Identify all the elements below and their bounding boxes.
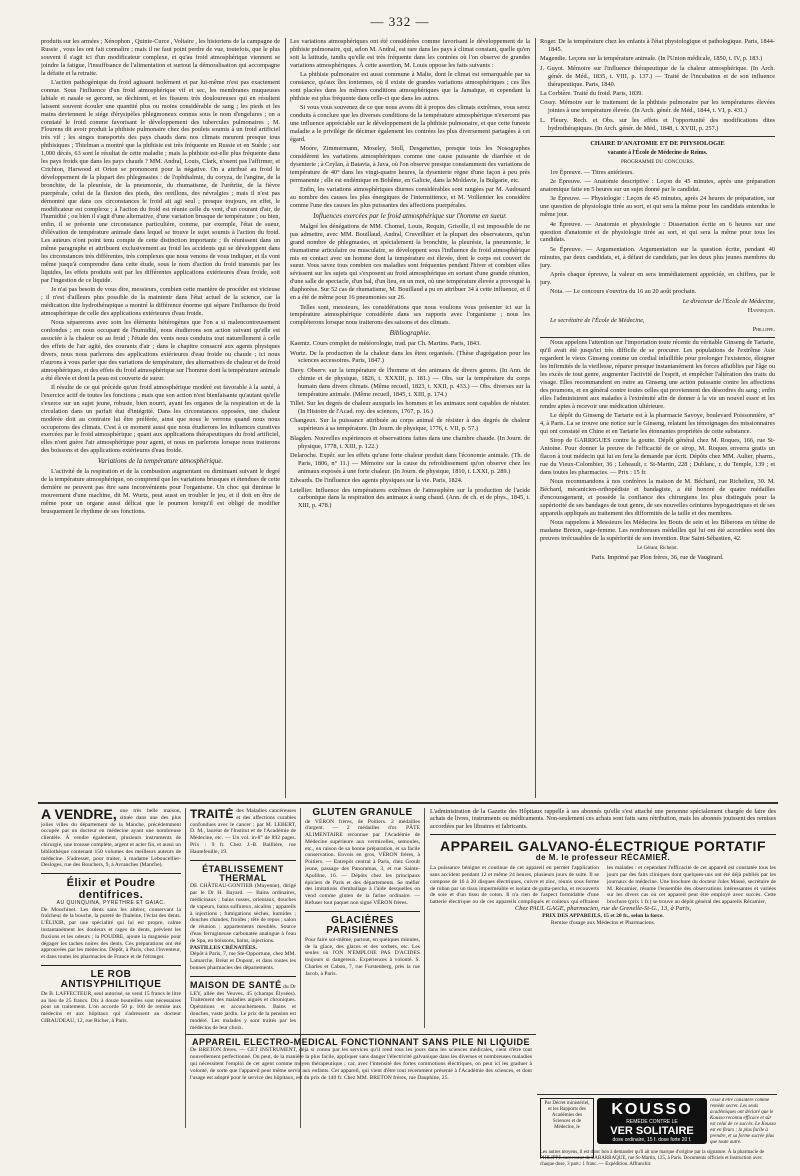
concours-notice <box>540 136 775 337</box>
bibliography-entry: J. Guyot. Mémoire sur l'influence thérapeutique de la chaleur atmosphérique. (In Arch. génér. de Méd., 1835, t. VIII, p. 137.) — Traité de l'incubation et de son influence thérapeutique. Paris, 1840. <box>540 64 775 88</box>
concours-item: 3e Épreuve. — Physiologie : Leçon de 45 minutes, après 24 heures de préparation, sur une question de physiologie tirée au sort, et qui sera la même pour les candidats entendus le même jour. <box>540 195 775 219</box>
ad-title: LE ROB ANTISYPHILITIQUE <box>60 968 162 991</box>
concours-item: 4e Épreuve. — Anatomie et physiologie : Dissertation écrite en 6 heures sur une question d'anatomie et de physiologie tirée au sort, et qui sera la même pour tous les candidats. <box>540 220 775 244</box>
ad-text: A VENDRE, une très belle maison, située dans une des plus jolies villes du département de la Manche, précédemment occupée par un docteur en médecine ayant une nombreuse clientèle. À vendre également, plusieurs instruments de chirurgie, une trousse complète, argent et acier fin, et aussi un bibliothèque contenant 150 volumes des meilleurs auteurs de médecine. S'adresser, pour traiter, à madame Leboucellier-Desloges, rue des Bouchers, 9, à Avranches (Manche). <box>41 808 181 869</box>
bibliography-entry: La Corbière. Traité du froid. Paris, 1839. <box>540 89 643 97</box>
bibliography-entry: Magendie. Leçons sur la température animale. (In l'Union médicale, 1850, t. IV, p. 183.) <box>540 55 763 63</box>
bibliography-entry: Davy. Observ. sur la température de l'homme et des animaux de divers genres. (In Ann. de chimie et de physique, 1826, t. XXXIII, p. 181.) — Obs. sur la température du corps humain dans divers climats. (Même recueil, 1823, t. XXII, p. 433.) — Obs. diverses sur la température animale. (Même recueil, 1845, t. XIII, p. 174.) <box>290 366 530 398</box>
kousso-headline: VER SOLITAIRE <box>610 1125 694 1137</box>
signature-title: Le directeur de l'École de Médecine, <box>682 297 775 305</box>
ad-title: GLUTEN GRANULÉ <box>312 808 413 818</box>
bibliography-entry: Changeux. Sur la puissance attribuée au corps animal de résister à des degrés de chaleur supérieurs à sa température. (In Journ. de physique, 1776, t. VII, p. 57.) <box>290 417 530 433</box>
ad-headline: A VENDRE, <box>41 808 117 822</box>
bibliography-entry: Letellier. Influence des températures extrêmes de l'atmosphère sur la production de l'acide carbonique dans la respiration des animaux à sang chaud. (Ann. de ch. et de phys., 1845, t. XIII, p. 478.) <box>290 486 530 510</box>
ad-text: DE CHÂTEAU-GONTIER (Mayenne), dirigé par le Dr H. Bayard. — Bains ordinaires, médicinaux ; bains russes, orientaux, douches de vapeurs, bains sulfureux, alcalins ; appareils à injections ; fumigations sèches, humides ; douches chaudes, froides ; tête de repos ; salon de réunion ; appartements meublés. Source d'eau ferrugineuse carbonatée analogue à l'eau de Spa, en boissons, bains, injections. <box>190 883 296 944</box>
ad-text: MAISON DE SANTÉ du Dr LEY, allée des Veuves, 45 (champs Élysées). Traitement des maladies aiguës et chroniques. Opérations et accouchements. Bains et douches, vaste jardin. Le prix de la pension est modéré. Les malades y sont traités par les médecins de leur choix. <box>190 979 296 1031</box>
ad-text: L'administration de la Gazette des Hôpitaux rappelle à ses abonnés qu'elle s'est attaché une personne spécialement chargée de faire des achats de livres, instruments ou médicaments. Non-seulement ces achats sont faits sans rétribution, mais les abonnés jouissent des remises accordées par les libraires et fabricants. <box>430 808 776 830</box>
ad-title: PASTILLES CRÉNATÉES. <box>190 944 257 951</box>
kousso-bottom-text: Les autres moyens, il est donc bon à demander qu'il ait une marque d'origine par la signature. À la pharmacie de PHILIPPE successeur de LABARRAQUE, rue St-Martin, 125, à Paris. Documents officiels et Instruction avec chaque dose, 3 part.: 1 franc. — Expédition. Affranchir. <box>540 1150 765 1167</box>
signature-name: Hannequin. <box>747 307 775 315</box>
ad-headline: TRAITÉ <box>190 808 234 821</box>
decret-box: Par Décret ministériel, et les Rapports des Académies des Sciences et de Médecine, le <box>540 1098 594 1158</box>
concours-item: Nota. — Le concours s'ouvrira du 16 au 20 août prochain. <box>550 288 697 296</box>
section-subhead: Influences exercées par le froid atmosphérique sur l'homme en sueur. <box>313 212 507 221</box>
ad-column-1 <box>41 808 181 1168</box>
ad-text: Dépôt à Paris, 7, rue Ste-Opportune, chez MM. Lamarche, Bréat et Dupont, et dans toutes les bonnes pharmacies des départements. <box>190 951 296 972</box>
ad-rule <box>424 808 425 1028</box>
ad-text: De Mouchinet. Les dents sans les altérer, conservant la fraîcheur de la bouche, la pureté de l'haleine, l'éclat des dents. L'ÉLIXIR, par une spécialité qui lui est propre, calme instantanément les douleurs et rages de dents, prévient les fluxions et les odeurs ; la POUDRE, ajoute la magnésie pour dégager les taches noires des dents. Ces préparations ont été approuvées par les médecins. Dépôt, à Paris, chez l'inventeur, et dans toutes les pharmacies de France et de l'étranger. <box>41 906 181 961</box>
ad-title: MAISON DE SANTÉ <box>190 979 282 990</box>
bibliography-entry: Blagden. Nouvelles expériences et observations faites dans une chambre chaude. (In Journ. de physique, 1778, t. XIII, p. 122.) <box>290 434 530 450</box>
paragraph: Malgré les dénégations de MM. Chomel, Louis, Requin, Grisolle, il est impossible de ne pas admettre, avec MM. Bouillaud, Andral, Cruveilhier et la plupart des observateurs, qu'un grand nombre de phlegmasies, et spécialement la bronchite, la pleurésie, la pneumonie, le rhumatisme articulaire ou musculaire, se développent sous l'influence du froid atmosphérique mis en contact avec un homme dont la température est élevée, dont le corps est couvert de sueur. Vous savez tous combien ces maladies sont fréquentes pendant l'hiver et combien elles sévissent sur les sujets qui s'exposent au froid atmosphérique en sortant d'une grande réunion, d'une salle de spectacle, d'un bal, d'un lieu, en un mot, où une température élevée a provoqué la diaphorèse. Sur 52 cas de rhumatisme, M. Bouillaud a pu en attribuer 34 à cette influence, et il en a été de même pour 16 pneumonies sur 26. <box>290 222 530 302</box>
ad-depot: Chez PAUL GAGE, pharmacien, rue de Grenelle-St-G., 13, à Paris, <box>514 905 692 913</box>
kousso-title: KOUSSO <box>611 1101 693 1118</box>
bibliography-entry: Wurtz. De la production de la chaleur dans les êtres organisés. (Thèse d'agrégation pour les sciences accessoires. Paris, 1847.) <box>290 349 530 365</box>
article-column-1 <box>41 38 280 794</box>
paragraph: Moore, Zimmermann, Moseley, Stoll, Desgenettes, presque tous les Nosographes considèrent les variations atmosphériques comme une cause puissante de diarrhée et de dysenterie ; à Ceylan, à Batavia, à Java, où l'on observe presque constamment des variations de température de 40° dans les vingt-quatre heures, la dysenterie règne d'une façon à peu près permanente ; elle est endémique en Bohême, en Galicie, dans la Moldavie, la Bulgarie, etc. <box>290 145 530 184</box>
section-subhead: Variations de la température atmosphérique. <box>97 457 224 466</box>
signature-name: Phillippe. <box>540 326 775 338</box>
paragraph: produits sur les armées ; Xénophon , Quinte-Curce , Voltaire , les historiens de la campagne de Russie , vous les ont fait connaître ; mais il ne faut point perdre de vue, toutefois, que le plus souvent il s'agit ici d'un modificateur complexe, et qu'au froid atmosphérique viennent se joindre la fatigue, l'insuffisance de l'alimentation et surtout la démoralisation qui accompagne la défaite et la retraite. <box>41 38 280 77</box>
ads-separator <box>38 802 778 804</box>
ads-separator <box>537 1094 777 1095</box>
column-rule <box>535 38 536 798</box>
ad-separator <box>190 860 296 861</box>
bibliography-entry: Kaemtz. Cours complet de météorologie, trad. par Ch. Martins. Paris, 1843. <box>290 340 481 348</box>
concours-program: PROGRAMME DU CONCOURS. <box>620 159 695 166</box>
signature-title: Le secrétaire de l'École de Médecine, <box>550 316 645 324</box>
ad-separator <box>430 834 776 835</box>
kousso-side-text: cesse d'être considéré comme remède secret. Les seuls académiques ont déclaré que le Kousso reconnu efficace et sûr est celui de ce succès. Le Kousso est en fleurs ; la plus facile à prendre, et sa forme sucrée plus que toute autre. <box>710 1098 776 1144</box>
bibliography-entry: L. Fleury. Rech. et Obs. sur les effets et l'opportunité des modifications dites hydrothérapiques. (In Arch. génér. de Méd., 1848, t. XVIII, p. 257.) <box>540 116 775 132</box>
paragraph: Telles sont, messieurs, les considérations que nous voulions vous présenter ici sur la température atmosphérique considérée dans ses rapports avec l'organisme ; nous les compléterons lorsque nous traiterons des saisons et des climats. <box>290 303 530 327</box>
ad-block-5 <box>190 1038 532 1130</box>
bibliography-entry: Cossy. Mémoire sur le traitement de la phthisie pulmonaire par les températures élevées jointes à une température élevée. (In Arch. génér. de Méd., 1844, t. VI, p. 431.) <box>540 99 775 115</box>
ad-text: De B. LAFFECTEUR, seul autorisé, se vend 15 francs le litre au lieu de 25 francs. Dix à douze bouteilles sont nécessaires pour un traitement. L'on accorde 50 p. 100 de remise aux médecins et aux hôpitaux qui s'adressent au docteur GIRAUDEAU, 12, rue Richer, à Paris. <box>41 990 181 1025</box>
ad-title: ÉTABLISSEMENT THERMAL <box>202 863 284 884</box>
notice-paragraph: Nous appelons l'attention sur l'importation toute récente du véritable Ginseng de Tartarie, qu'il avait été jusqu'ici très difficile de se procurer. Les populations de l'extrême Asie regardent le vieux Ginseng comme un cordial infaillible pour prolonger l'existence, éloigner les infirmités de la vieillesse, réparer presque instantanément les forces affaiblies par l'âge ou les excès de tout genre, augmenter l'activité de l'esprit, et empêcher l'altération des traits du visage. Elles recommandent en outre au Ginseng une action puissante contre les affections des poumons, et en général contre toutes celles qui proviennent des désordres du sang ; enfin elles l'administrent aux malades à l'extrémité afin de donner à la vie un nouvel essor et les rendre aptes à recevoir une médication ultérieure. <box>540 339 775 410</box>
notice-paragraph: Nous recommandons à nos confrères la maison de M. Béchard, rue Richelieu, 30. M. Béchard, mécanicien-orthopédiste et bandagiste, a été honoré de quatre médailles d'encouragement, et possède la confiance des chirurgiens les plus distingués pour la supériorité de ses bandages de tout genre, de ses nouvelles ceintures hypogastriques et de ses appareils appliqués au traitement des difformités de la taille et des membres. <box>540 478 775 517</box>
concours-item: 5e Épreuve. — Argumentation. Argumentation sur la question écrite, pendant 40 minutes, par deux candidats, et, à défaut de candidats, par les deux plus jeunes membres du jury. <box>540 245 775 269</box>
bibliography-entry: Tillet. Sur les degrés de chaleur auxquels les hommes et les animaux sont capables de résister. (In Histoire de l'Acad. roy. des sciences, 1767, p. 16.) <box>290 399 530 415</box>
concours-item: 2e Épreuve. — Anatomie descriptive : Leçon de 45 minutes, après une préparation anatomique faite en 5 heures sur un sujet donné par le candidat. <box>540 178 775 193</box>
notice-paragraph: Le dépôt du Ginseng de Tartarie est à la pharmacie Savoye, boulevard Poissonnière, n° 4, à Paris. La se trouve une notice sur le Ginseng, relatant les témoignages des missionnaires qui ont constaté en Chine et en Tartarie les étonnantes propriétés de cette substance. <box>540 412 775 435</box>
paragraph: La phthisie pulmonaire est aussi commune à Malte, dont le climat est remarquable par sa constance, qu'aux îles ioniennes, où il existe de grandes variations atmosphériques ; ces îles sont placées dans les mêmes conditions atmosphériques que la Jamaïque, et cependant la phthisie est plus fréquente dans celle-ci que dans les autres. <box>290 71 530 102</box>
paragraph: Enfin, les variations atmosphériques diurnes considérables sont rangées par M. Audouard au nombre des causes les plus énergiques de l'intermittence, et M. Voillemier les considère comme l'une des causes les plus puissantes des affections puerpérales. <box>290 186 530 210</box>
paragraph: Les variations atmosphériques ont été considérées comme favorisant le développement de la phthisie pulmonaire, qui, selon M. Andral, est rare dans les pays à climat constant, quelle qu'en soit la latitude, tandis qu'elle est très fréquente dans les contrées où l'on observe de grandes variations atmosphériques. À cette assertion, M. Louis oppose les faits suivants : <box>290 38 530 69</box>
ad-text: de VÉRON frères, de Poitiers. 2 médailles d'argent. — 2 médailles d'or. PÂTE ALIMENTAIRE reconnue par l'Académie de Médecine supérieure aux vermicelles, semoules, etc., en raison de sa bonne préparation, et sa facile conservation. Envois en gros, VÉRON frères, à Poitiers. — Entrepôt central à Paris, chez Groult jeune, passage des Panoramas, 3, et rue Sainte-Apolline, 16. — Dépôts chez les principaux épiciers de Paris et des départements. Se méfier des imitations d'emballage à l'aide desquelles on vend comme gluten de la farine ordinaire. — Refuser tout paquet non signé VÉRON frères. <box>305 818 420 907</box>
kousso-badge <box>597 1098 707 1144</box>
notice-paragraph: Nous rappelons à Messieurs les Médecins les Bouts de sein et les Biberons en tétine de madame Breton, sage-femme. Les nombreuses médailles qui lui ont été accordées sont des preuves irrécusables de la supériorité de son invention. Rue Saint-Sébastien, 42. <box>540 519 775 543</box>
kousso-subtitle: REMÈDE CONTRE LE <box>626 1119 678 1125</box>
concours-subtitle: vacante à l'École de Médecine de Reims. <box>607 149 708 156</box>
article-column-3 <box>540 38 775 794</box>
ad-title: GLACIÈRES PARISIENNES <box>326 914 399 937</box>
concours-title: CHAIRE D'ANATOMIE ET DE PHYSIOLOGIE <box>590 140 725 148</box>
kousso-dose: dose ordinaire, 15 f. dose forte 20 f. <box>612 1137 692 1143</box>
page-number: — 332 — <box>370 14 430 29</box>
concours-item: Après chaque épreuve, la valeur en sera immédiatement appréciée, en chiffres, par le jury. <box>540 271 775 286</box>
column-rule <box>285 38 286 798</box>
notice-paragraph: Sirop de GARRIGUES contre la goutte. Dépôt général chez M. Roques, 166, rue St-Antoine. Pour donner la preuve de l'efficacité de ce sirop, M. Roques enverra gratis un flacon à tout médecin qui lui en fera la demande par écrit. Dépôts chez MM. Aulier, pharm., rue du Vieux-Colombier, 36 ; Leheault, r. St-Martin, 228 ; Dublanc, r. du Temple, 139 ; et dans toutes les pharmacies. — Prix : 15 fr. <box>540 437 775 476</box>
printer-line: Paris. Imprimé par Plon frères, 36, rue de Vaugirard. <box>591 553 724 561</box>
bibliography-entry: Edwards. De l'influence des agents physiques sur la vie. Paris, 1824. <box>290 477 463 485</box>
ad-title: APPAREIL GALVANO-ÉLECTRIQUE PORTATIF <box>440 838 766 855</box>
paragraph: Si vous vous souvenez de ce que nous avons dit à propos des climats extrêmes, vous serez conduits à conclure que les diverses conditions de la température atmosphérique n'exercent pas une influence appréciable sur le développement de la phthisie pulmonaire, et que cette funeste maladie a le privilége de décimer également les contrées les plus diversement partagées à cet égard. <box>290 104 530 143</box>
ad-title: Élixir et Poudre dentifrices. <box>66 877 156 901</box>
ad-text: TRAITÉ des Maladies cancéreuses et des affections curables confondues avec le cancer ; par M. LEBERT, D. M., lauréat de l'Institut et de l'Académie de Médecine, etc. — Un vol. in-8° de 892 pages. Prix : 9 fr. Chez J.-B. Baillière, rue Hautefeuille, 19. <box>190 808 296 855</box>
ad-column-2 <box>190 808 296 1033</box>
ad-separator <box>41 873 181 874</box>
ad-price: PRIX DES APPAREILS, 15 et 20 fr., selon la force. <box>542 912 664 919</box>
paragraph: Il résulte de ce qui précède qu'un froid atmosphérique modéré est favorable à la santé, à l'exercice actif de toutes les fonctions ; mais que son action n'est bienfaisante qu'autant qu'elle s'exerce sur un sujet jeune, robuste, bien nourri, ayant les organes de la respiration et de la circulation dans un parfait état d'intégrité. Dans les circonstances opposées, une chaleur modérée doit au contraire lui être préférée, ainsi que nous le verrons quand nous nous occuperons des climats. C'est à ce moment aussi que nous étudierons les influences curatives exercées par le froid atmosphérique ; quant aux applications thérapeutiques du froid artificiel, elles n'ont guère l'air atmosphérique pour agent, et nous en parlerons lorsque nous traiterons des boissons et des applications extérieures d'eau froide. <box>41 383 280 455</box>
ad-text: De BRETON frères. — CET INSTRUMENT, déjà si connu par les services qu'il rend tous les jours dans les sciences médicales, vient d'être tout nouvellement perfectionné. On peut, de la manière la plus facile, appliquer sans danger l'électricité galvanique dans les diverses et nombreuses maladies qui nécessitent l'emploi de cet agent comme moyen thérapeutique ; car, avec l'intensité des fortes commotions électriques, on peut ici les graduer à volonté, de sorte que l'appareil peut même servir aux enfants. Cet appareil, qui vient d'être tout récemment présenté à l'Académie des sciences, et dont l'usage est adopté pour le service des hôpitaux, est du prix de 140 fr. Chez MM. BRETON frères, rue Dauphine, 25. <box>190 1047 532 1081</box>
ads-separator <box>186 1034 536 1035</box>
ad-separator <box>41 965 181 966</box>
concours-item: 1re Épreuve. — Titres antérieurs. <box>550 168 634 176</box>
paragraph: Je n'ai pas besoin de vous dire, messieurs, combien cette manière de procéder est vicieuse ; il n'est d'ailleurs plus possible de la maintenir dans l'état actuel de la science, car la médication dite hydrothérapique a montré la différence énorme qui sépare l'influence du froid atmosphérique de celle des applications extérieures d'eau froide. <box>41 286 280 317</box>
ad-separator <box>305 911 420 912</box>
paragraph: Nous séparerons avec soin les éléments hétérogènes que l'on a si malencontreusement confondus ; en nous occupant de l'humidité, nous étudierons son action suivant qu'elle est associée à la chaleur ou au froid ; l'étude des vents nous conduira tout naturellement à celle des effets de l'air agité, des courants d'air ; dans le chapitre consacré aux agents physiques divers, nous nous parlerons des applications extérieures d'eau froide ou chaude ; ici nous n'aurons à vous parler que des variations de température, des alternatives de chaleur et de froid atmosphériques, et des effets du froid atmosphérique sur l'homme dont la température animale a été élevée et dont la peau est couverte de sueur. <box>41 319 280 382</box>
ad-text: La puissance bénigne et continue de cet appareil en permet l'application sans accident pendant 12 et même 24 heures, plusieurs jours de suite. Il se compose de 16 à 20 disques électriques, cuivre et zinc, réunis sous forme de ruban par un tissu imperméable et isolant de gutta-percha, et recouverts de soie et d'un tissu de coton. Il n'a rien de l'aspect formidable d'une batterie électrique ou de ces appareils compliqués et coûteux qui effraient les malades : et cependant l'efficacité de cet appareil est constatée tous les jours par des faits cliniques dont quelques-uns ont été déjà publiés par les journaux de médecine. Une brochure du docteur Jules Massé, secrétaire de M. Récamier, résume l'ensemble des observations intéressantes et variées sur les divers cas où cet appareil peut être employé avec succès. Cette brochure (prix 1 fr.) se trouve au dépôt général des appareils Récamier, <box>430 865 776 906</box>
ad-title: APPAREIL ÉLECTRO-MÉDICAL FONCTIONNANT SANS PILE NI LIQUIDE <box>191 1038 530 1047</box>
ad-column-3 <box>305 808 420 1033</box>
ad-text: Pour faire soi-même, partout, en quelques minutes, de la glace, des glaces et des sorbets, etc. Les seules où l'ON N'EMPLOIE PAS D'ACIDES toujours si dangereux. Expériences à volonté. S. Charles et Cabon, 7, rue Furstenberg, près la rue Jacob, à Paris. <box>305 936 420 977</box>
ad-remise: Remise d'usage aux Médecins et Pharmaciens. <box>550 919 656 926</box>
bibliography-entry: Delaroche. Expér. sur les effets qu'une forte chaleur produit dans l'économie animale. (Th. de Paris, 1806, n° 11.) — Mémoire sur la cause du refroidissement qu'on observe chez les animaux exposés à une forte chaleur. (In Journ. de physique, 1810, t. LXXI, p. 289.) <box>290 451 530 475</box>
gerant-line: Le Gérant, Richelot. <box>637 545 678 551</box>
paragraph: L'action pathogénique du froid agissant isolément et par lui-même n'est pas exactement connue. Sous l'influence d'un froid atmosphérique vif et sec, les membranes muqueuses labiale et nasale se gercent, se dèchirent, et les fissures très douloureuses qui en résultent laissent souvent écouler une quantité plus ou moins considérable de sang ; les pieds et les mains deviennent le siége d'érysipèles phlegmoneux connus sous le nom d'engelures ; on a constaté le froid comme favorisant le développement des tubercules pulmonaires ; M. Flourens dit avoir produit la phthisie pulmonaire chez des poulets soumis à un froid artificiel très vif ; les singes transportés des pays chauds dans nos climats meurent presque tous phthisiques ; Thielman a montré que la phthisie est très fréquente en Russie et en Suède ; sur 1,000 décès, 63 sont le résultat de cette maladie ; mais la phthisie est-elle plus fréquente dans les pays froids que dans les pays chauds ? MM. Andral, Louis, Clark, n'osent pas l'affirmer, et Crichton, Harwood et Orton se prononcent pour la négative. On a attribué au froid le développement de la plupart des phlegmasies : de l'ophthalmie, du coryza, de l'angine, de la bronchite, de la pleurésie, de la pneumonie, du rhumatisme, de l'urétrite, de la fièvre puerpérale, celui de la fluxion des pieds, des oreillons, des névralgies ; mais il n'est pas démontré que dans ces circonstances le froid ait agi seul ; presque toujours, en effet, le modificateur est complexe ; à l'action du froid est réunie celle du vent, d'un courant d'air, de l'humidité ; ou bien il s'agit d'une alternative, d'une variation brusque de température ; ou bien, enfin, il se présente une circonstance particulière, comme, par exemple, l'état de sueur, d'élévation de température animale dans lequel se trouve le sujet soumis à l'action du froid. Les auteurs n'ont point tenu compte de cette distinction importante ; ils réunissent dans un même paragraphe et attribuent exclusivement au froid les accidents qui se développent dans les circonstances très différentes, très complexes que nous venons de vous indiquer, et ils vont même jusqu'à comprendre dans cette étude, sous le nom d'action du froid transmis par les liquides, les effets produits soit par les différentes applications extérieures d'eau froide, soit par l'ingestion de ce liquide. <box>41 79 280 284</box>
ad-subtitle: AU QUINQUINA, PYRÈTHRE ET GAIAC. <box>56 900 166 907</box>
bibliography-heading: Bibliographie. <box>389 329 431 338</box>
article-column-2 <box>290 38 530 794</box>
ad-separator <box>190 976 296 977</box>
paragraph: L'activité de la respiration et de la combustion augmentant ou diminuant suivant le degré de la température atmosphérique, on comprend que les variations brusques et étendues de cette dernière ne peuvent pas être sans inconvénients pour l'organisme. Un choc qui diminue le mouvement d'une machine, dit M. Wurtz, peut aussi en troubler le jeu, et il doit en être de même pour un organe aussi délicat que le poumon lorsqu'il est obligé de modifier brusquement le rhythme de ses fonctions. <box>41 468 280 515</box>
bibliography-entry: Roger. De la température chez les enfants à l'état physiologique et pathologique. Paris, 1844-1845. <box>540 38 775 53</box>
ad-rule <box>185 808 186 1128</box>
ad-subtitle: de M. le professeur RÉCAMIER. <box>535 852 671 862</box>
